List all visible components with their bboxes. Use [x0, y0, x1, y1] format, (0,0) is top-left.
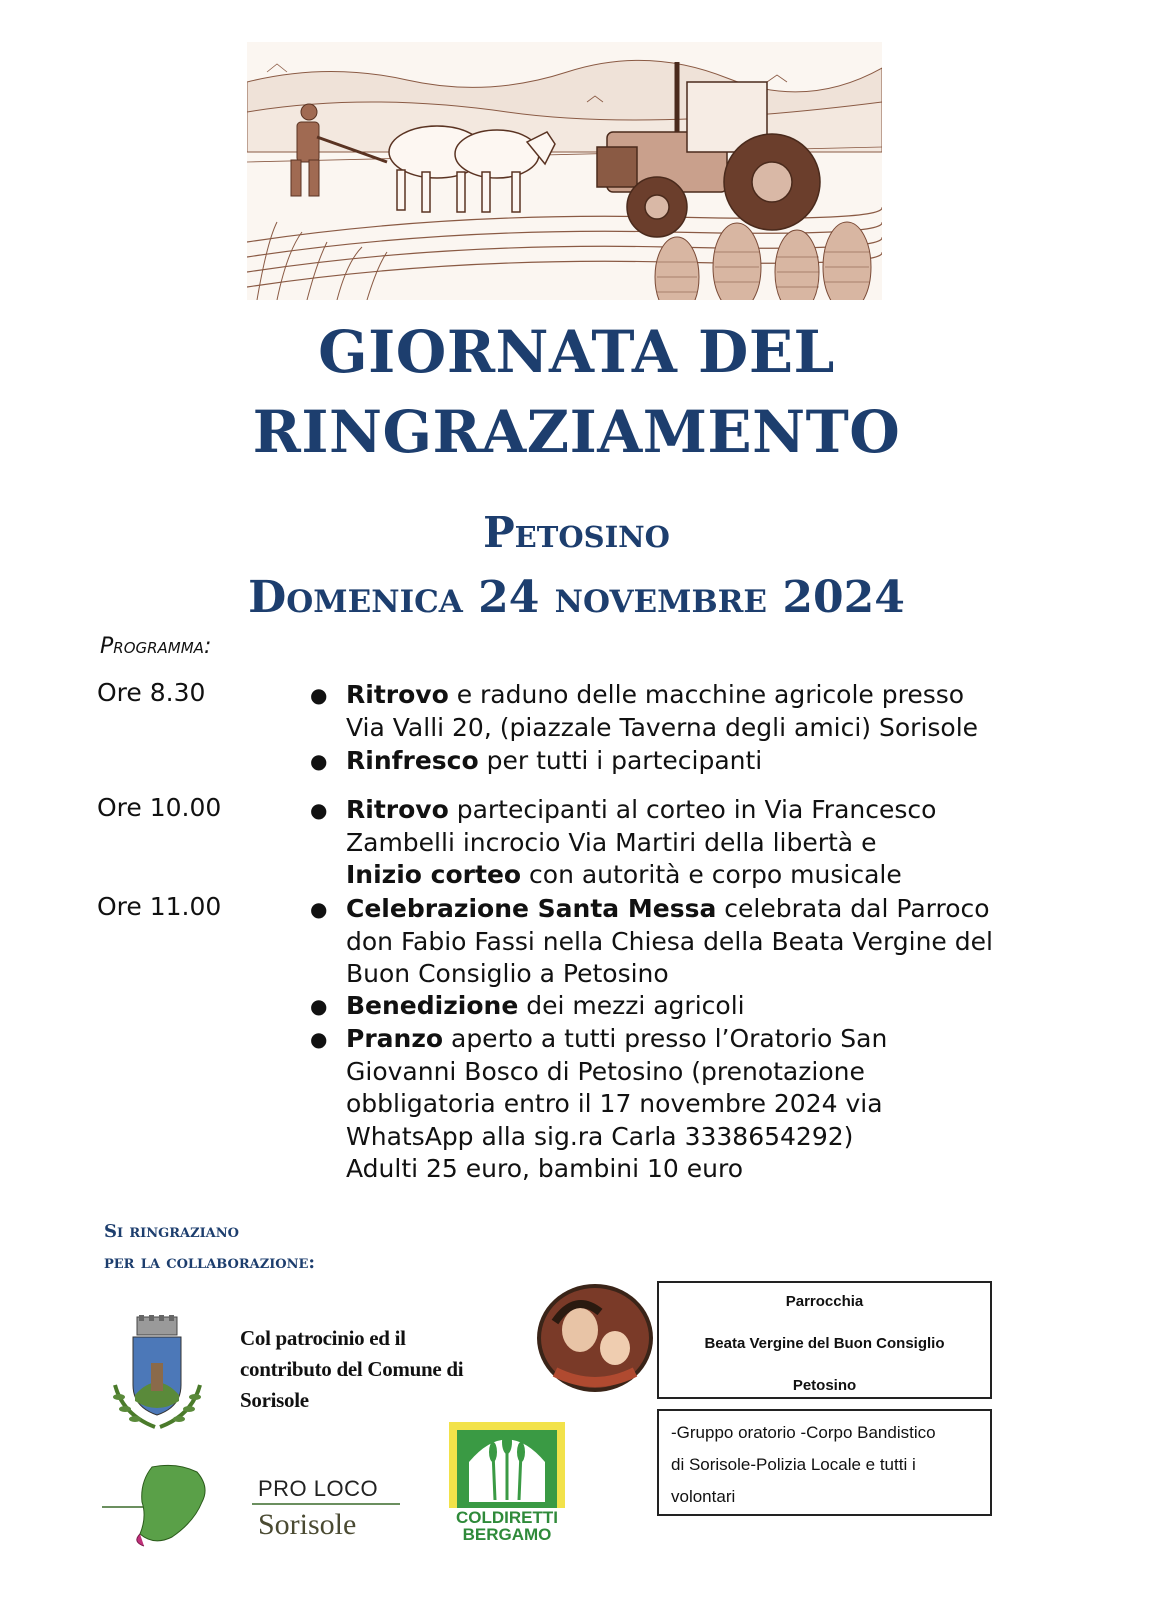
bullet-icon: ● [310, 749, 328, 773]
item-text: Giovanni Bosco di Petosino (prenotazione [346, 1056, 865, 1086]
bullet-icon: ● [310, 897, 328, 921]
schedule-item [310, 893, 1030, 991]
item-text: e raduno delle macchine agricole presso [448, 680, 965, 709]
groups-line-2: di Sorisole-Polizia Locale e tutti i [671, 1455, 916, 1474]
bullet-icon: ● [310, 1027, 328, 1051]
groups-line-1: -Gruppo oratorio -Corpo Bandistico [671, 1423, 936, 1442]
item-bold: Celebrazione Santa Messa [346, 894, 717, 923]
parish-line-3: Petosino [792, 1377, 857, 1394]
schedule-item [310, 794, 1030, 892]
item-text: don Fabio Fassi nella Chiesa della Beata Vergine del [346, 926, 993, 956]
item-text: per tutti i partecipanti [478, 746, 763, 775]
schedule-item [310, 990, 1030, 1023]
schedule-time: Ore 11.00 [97, 892, 222, 921]
item-text: con autorità e corpo musicale [521, 860, 902, 889]
parish-line-2: Beata Vergine del Buon Consiglio [704, 1335, 945, 1352]
coldiretti-name [449, 1509, 565, 1543]
item-bold: Pranzo [346, 1024, 444, 1053]
item-bold: Ritrovo [346, 795, 449, 824]
item-text: WhatsApp alla sig.ra Carla 3338654292) [346, 1121, 854, 1151]
item-text: Adulti 25 euro, bambini 10 euro [346, 1154, 744, 1183]
parish-box [657, 1281, 992, 1399]
item-text: dei mezzi agricoli [518, 991, 745, 1020]
bullet-icon: ● [310, 798, 328, 822]
farm-illustration [247, 42, 882, 300]
madonna-medallion-image [535, 1282, 655, 1394]
item-text: aperto a tutti presso l’Oratorio San [443, 1024, 888, 1053]
item-bold: Inizio corteo [346, 860, 522, 889]
item-text: obbligatoria entro il 17 novembre 2024 via [346, 1089, 883, 1118]
pro-loco-town: Sorisole [258, 1508, 357, 1541]
patrocinio-line-1: Col patrocinio ed il [240, 1326, 406, 1350]
item-text: Buon Consiglio a Petosino [346, 959, 669, 988]
pro-loco-logo [102, 1462, 402, 1547]
event-date: Domenica 24 novembre 2024 [248, 572, 905, 623]
item-bold: Rinfresco [346, 746, 479, 775]
pro-loco-name: PRO LOCO [258, 1476, 379, 1501]
schedule-time: Ore 10.00 [97, 793, 222, 822]
title-line-2: RINGRAZIAMENTO [252, 398, 901, 466]
item-text: partecipanti al corteo in Via Francesco [448, 795, 937, 824]
coldiretti-line-2: BERGAMO [462, 1525, 552, 1544]
programma-label: Programma: [100, 634, 212, 659]
patrocinio-line-2: contributo del Comune di [240, 1357, 464, 1381]
item-bold: Ritrovo [346, 680, 449, 709]
schedule-time: Ore 8.30 [97, 678, 206, 707]
schedule-item [310, 1023, 1030, 1186]
item-bold: Benedizione [346, 991, 519, 1020]
groups-line-3: volontari [671, 1487, 736, 1506]
groups-box [657, 1409, 992, 1516]
schedule-item [310, 745, 1030, 778]
patrocinio-text [240, 1323, 463, 1416]
event-place: Petosino [483, 508, 670, 557]
coldiretti-logo [449, 1412, 565, 1508]
bullet-icon: ● [310, 683, 328, 707]
item-text: celebrata dal Parroco [716, 894, 990, 923]
schedule-item [310, 679, 1030, 744]
bullet-icon: ● [310, 994, 328, 1018]
patrocinio-line-3: Sorisole [240, 1388, 309, 1412]
title-line-1: GIORNATA DEL [318, 318, 835, 386]
thanks-line-1: Si ringraziano [104, 1221, 239, 1242]
item-text: Via Valli 20, (piazzale Taverna degli amici) Sorisole [346, 712, 979, 742]
item-text: Zambelli incrocio Via Martiri della libertà e [346, 827, 877, 857]
coldiretti-line-1: COLDIRETTI [456, 1508, 558, 1527]
parish-line-1: Parrocchia [785, 1293, 864, 1310]
comune-crest-logo [105, 1315, 210, 1435]
thanks-line-2: per la collaborazione: [104, 1252, 316, 1273]
thanks-heading [104, 1216, 315, 1278]
